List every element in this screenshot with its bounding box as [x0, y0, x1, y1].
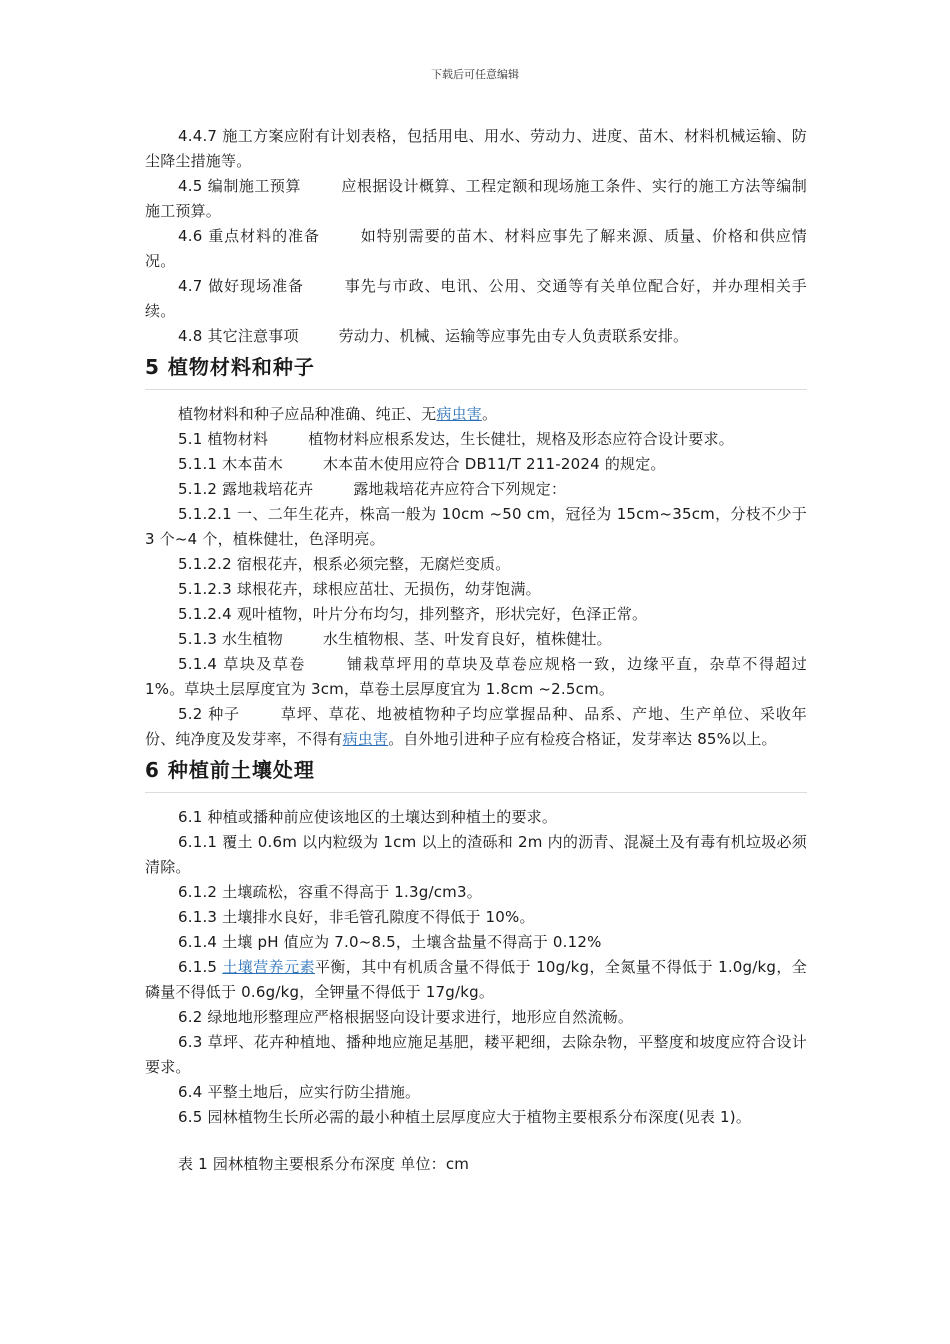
clause-5-1-2: 5.1.2 露地栽培花卉 露地栽培花卉应符合下列规定： — [178, 480, 567, 498]
section-heading-6: 6 种植前土壤处理 — [145, 754, 807, 793]
document-body — [145, 124, 807, 1177]
clause-5-1-2-4: 5.1.2.4 观叶植物，叶片分布均匀，排列整齐，形状完好，色泽正常。 — [178, 605, 648, 623]
clause-6-1-1: 6.1.1 覆土 0.6m 以内粒级为 1cm 以上的渣砾和 2m 内的沥青、混凝土及有毒有机垃圾必须清除。 — [145, 833, 807, 876]
clause-6-3: 6.3 草坪、花卉种植地、播种地应施足基肥，耧平耙细，去除杂物，平整度和坡度应符合设计要求。 — [145, 1033, 808, 1076]
clause-5-1: 5.1 植物材料 植物材料应根系发达，生长健壮，规格及形态应符合设计要求。 — [178, 430, 734, 448]
clause-6-1-3: 6.1.3 土壤排水良好，非毛管孔隙度不得低于 10%。 — [178, 908, 535, 926]
section-heading-5: 5 植物材料和种子 — [145, 351, 807, 390]
clause-5-1-2-2: 5.1.2.2 宿根花卉，根系必须完整，无腐烂变质。 — [178, 555, 511, 573]
clause-5-1-2-3: 5.1.2.3 球根花卉，球根应茁壮、无损伤，幼芽饱满。 — [178, 580, 541, 598]
clause-6-1: 6.1 种植或播种前应使该地区的土壤达到种植土的要求。 — [178, 808, 558, 826]
pest-link[interactable]: 病虫害 — [436, 405, 483, 423]
clause-4-7: 4.7 做好现场准备 事先与市政、电讯、公用、交通等有关单位配合好，并办理相关手续。 — [145, 277, 807, 320]
soil-nutrient-link[interactable]: 土壤营养元素 — [222, 958, 315, 976]
clause-4-6: 4.6 重点材料的准备 如特别需要的苗木、材料应事先了解来源、质量、价格和供应情况。 — [145, 227, 807, 270]
section-5-intro: 植物材料和种子应品种准确、纯正、无病虫害。 — [178, 405, 498, 423]
pest-link-2[interactable]: 病虫害 — [342, 730, 389, 748]
clause-6-1-5: 6.1.5 土壤营养元素平衡，其中有机质含量不得低于 10g/kg，全氮量不得低于 1.0g/kg，全磷量不得低于 0.6g/kg，全钾量不得低于 17g/kg。 — [145, 958, 807, 1001]
clause-6-1-2: 6.1.2 土壤疏松，容重不得高于 1.3g/cm3。 — [178, 883, 482, 901]
clause-4-4-7: 4.4.7 施工方案应附有计划表格，包括用电、用水、劳动力、进度、苗木、材料机械运输、防尘降尘措施等。 — [145, 127, 808, 170]
page-header: 下载后可任意编辑 — [431, 68, 519, 81]
table-caption: 表 1 园林植物主要根系分布深度 单位：cm — [178, 1155, 470, 1173]
clause-5-1-4: 5.1.4 草块及草卷 铺栽草坪用的草块及草卷应规格一致，边缘平直，杂草不得超过 1%。草块土层厚度宜为 3cm，草卷土层厚度宜为 1.8cm ~2.5cm。 — [145, 655, 807, 698]
clause-4-5: 4.5 编制施工预算 应根据设计概算、工程定额和现场施工条件、实行的施工方法等编制施工预算。 — [145, 177, 807, 220]
clause-6-5: 6.5 园林植物生长所必需的最小种植土层厚度应大于植物主要根系分布深度(见表 1)。 — [178, 1108, 752, 1126]
clause-5-1-2-1: 5.1.2.1 一、二年生花卉，株高一般为 10cm ~50 cm，冠径为 15cm~35cm，分枝不少于 3 个~4 个，植株健壮，色泽明亮。 — [145, 505, 808, 548]
clause-4-8: 4.8 其它注意事项 劳动力、机械、运输等应事先由专人负责联系安排。 — [178, 327, 689, 345]
clause-6-1-4: 6.1.4 土壤 pH 值应为 7.0~8.5，土壤含盐量不得高于 0.12% — [178, 933, 602, 951]
clause-5-1-1: 5.1.1 木本苗木 木本苗木使用应符合 DB11/T 211-2024 的规定。 — [178, 455, 666, 473]
clause-6-2: 6.2 绿地地形整理应严格根据竖向设计要求进行，地形应自然流畅。 — [178, 1008, 634, 1026]
clause-6-4: 6.4 平整土地后，应实行防尘措施。 — [178, 1083, 421, 1101]
clause-5-1-3: 5.1.3 水生植物 水生植物根、茎、叶发育良好，植株健壮。 — [178, 630, 612, 648]
clause-5-2: 5.2 种子 草坪、草花、地被植物种子均应掌握品种、品系、产地、生产单位、采收年份、纯净度及发芽率，不得有病虫害。自外地引进种子应有检疫合格证，发芽率达 85%以上。 — [145, 705, 807, 748]
